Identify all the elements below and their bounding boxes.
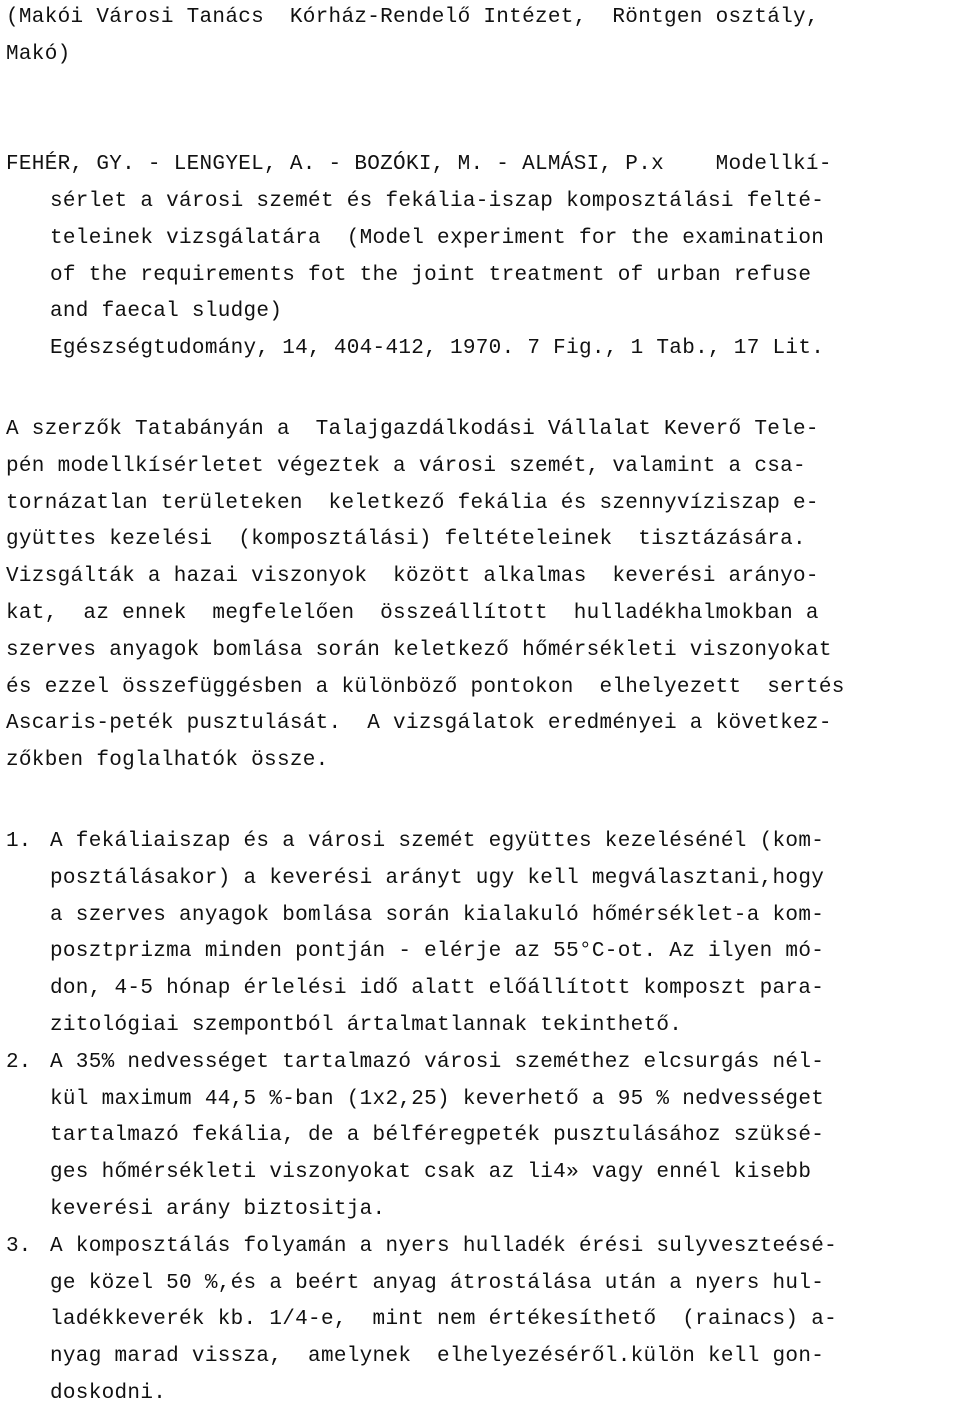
finding-line: a szerves anyagok bomlása során kialakuló hőmérséklet-a kom-	[50, 903, 825, 927]
finding-line: ge közel 50 %,és a beért anyag átrostálása után a nyers hul-	[50, 1271, 825, 1295]
finding-line: ladékkeverék kb. 1/4-e, mint nem értékesíthető (rainacs) a-	[50, 1308, 838, 1332]
finding-line: ges hőmérsékleti viszonyokat csak az li4» vagy ennél kisebb	[50, 1161, 812, 1185]
spacer	[6, 74, 956, 111]
abstract-line: szerves anyagok bomlása során keletkező hőmérsékleti viszonyokat	[6, 638, 832, 662]
citation-line: sérlet a városi szemét és fekália-iszap komposztálási felté-	[50, 189, 825, 213]
finding-number: 2.	[6, 1050, 32, 1074]
abstract-line: A szerzők Tatabányán a Talajgazdálkodási Vállalat Keverő Tele-	[6, 417, 819, 441]
spacer	[6, 780, 956, 824]
spacer	[6, 368, 956, 412]
finding-item	[6, 824, 956, 1045]
abstract-line: pén modellkísérletet végeztek a városi szemét, valamint a csa-	[6, 454, 806, 478]
abstract-line: gyüttes kezelési (komposztálási) feltételeinek tisztázására.	[6, 528, 806, 552]
abstract-line: Vizsgálták a hazai viszonyok között alkalmas keverési arányo-	[6, 565, 819, 589]
abstract-line: tornázatlan területeken keletkező fekália és szennyvíziszap e-	[6, 491, 819, 515]
abstract-paragraph	[6, 412, 956, 780]
citation-line: and faecal sludge)	[50, 300, 283, 324]
finding-line: tartalmazó fekália, de a bélféregpeték pusztulásához szüksé-	[50, 1124, 825, 1148]
abstract-line: és ezzel összefüggésben a különböző pontokon elhelyezett sertés	[6, 675, 845, 699]
finding-line: A 35% nedvességet tartalmazó városi szeméthez elcsurgás nél-	[50, 1050, 825, 1074]
finding-line: posztálásakor) a keverési arányt ugy kell megválasztani,hogy	[50, 866, 825, 890]
finding-line: A fekáliaiszap és a városi szemét együttes kezelésénél (kom-	[50, 829, 825, 853]
finding-item	[6, 1229, 956, 1413]
citation-line: teleinek vizsgálatára (Model experiment for the examination	[50, 226, 825, 250]
finding-line: nyag marad vissza, amelynek elhelyezéséről.külön kell gon-	[50, 1345, 825, 1369]
abstract-line: Ascaris-peték pusztulását. A vizsgálatok eredményei a következ-	[6, 712, 832, 736]
finding-number: 1.	[6, 829, 32, 853]
citation-source: Egészségtudomány, 14, 404-412, 1970. 7 Fig., 1 Tab., 17 Lit.	[50, 337, 825, 361]
finding-item	[6, 1045, 956, 1229]
finding-line: posztprizma minden pontján - elérje az 55°C-ot. Az ilyen mó-	[50, 940, 825, 964]
header-line: Makó)	[6, 42, 71, 66]
finding-number: 3.	[6, 1234, 32, 1258]
citation-authors: FEHÉR, GY. - LENGYEL, A. - BOZÓKI, M. - ALMÁSI, P.x Modellkí-	[6, 153, 832, 177]
abstract-line: zőkben foglalhatók össze.	[6, 749, 329, 773]
finding-line: keverési arány biztositja.	[50, 1197, 386, 1221]
spacer	[6, 110, 956, 147]
citation-line: of the requirements fot the joint treatment of urban refuse	[50, 263, 812, 287]
finding-line: doskodni.	[50, 1381, 167, 1405]
finding-line: kül maximum 44,5 %-ban (1x2,25) keverhető a 95 % nedvességet	[50, 1087, 825, 1111]
document-page	[6, 0, 956, 1413]
citation-block	[6, 147, 956, 368]
abstract-line: kat, az ennek megfelelően összeállított hulladékhalmokban a	[6, 601, 819, 625]
header-line: (Makói Városi Tanács Kórház-Rendelő Intézet, Röntgen osztály,	[6, 6, 819, 29]
finding-line: don, 4-5 hónap érlelési idő alatt előállított komposzt para-	[50, 977, 825, 1001]
finding-line: zitológiai szempontból ártalmatlannak tekinthető.	[50, 1013, 683, 1037]
finding-line: A komposztálás folyamán a nyers hulladék érési sulyveszteésé-	[50, 1234, 838, 1258]
findings-list	[6, 824, 956, 1413]
institution-header	[6, 0, 956, 74]
